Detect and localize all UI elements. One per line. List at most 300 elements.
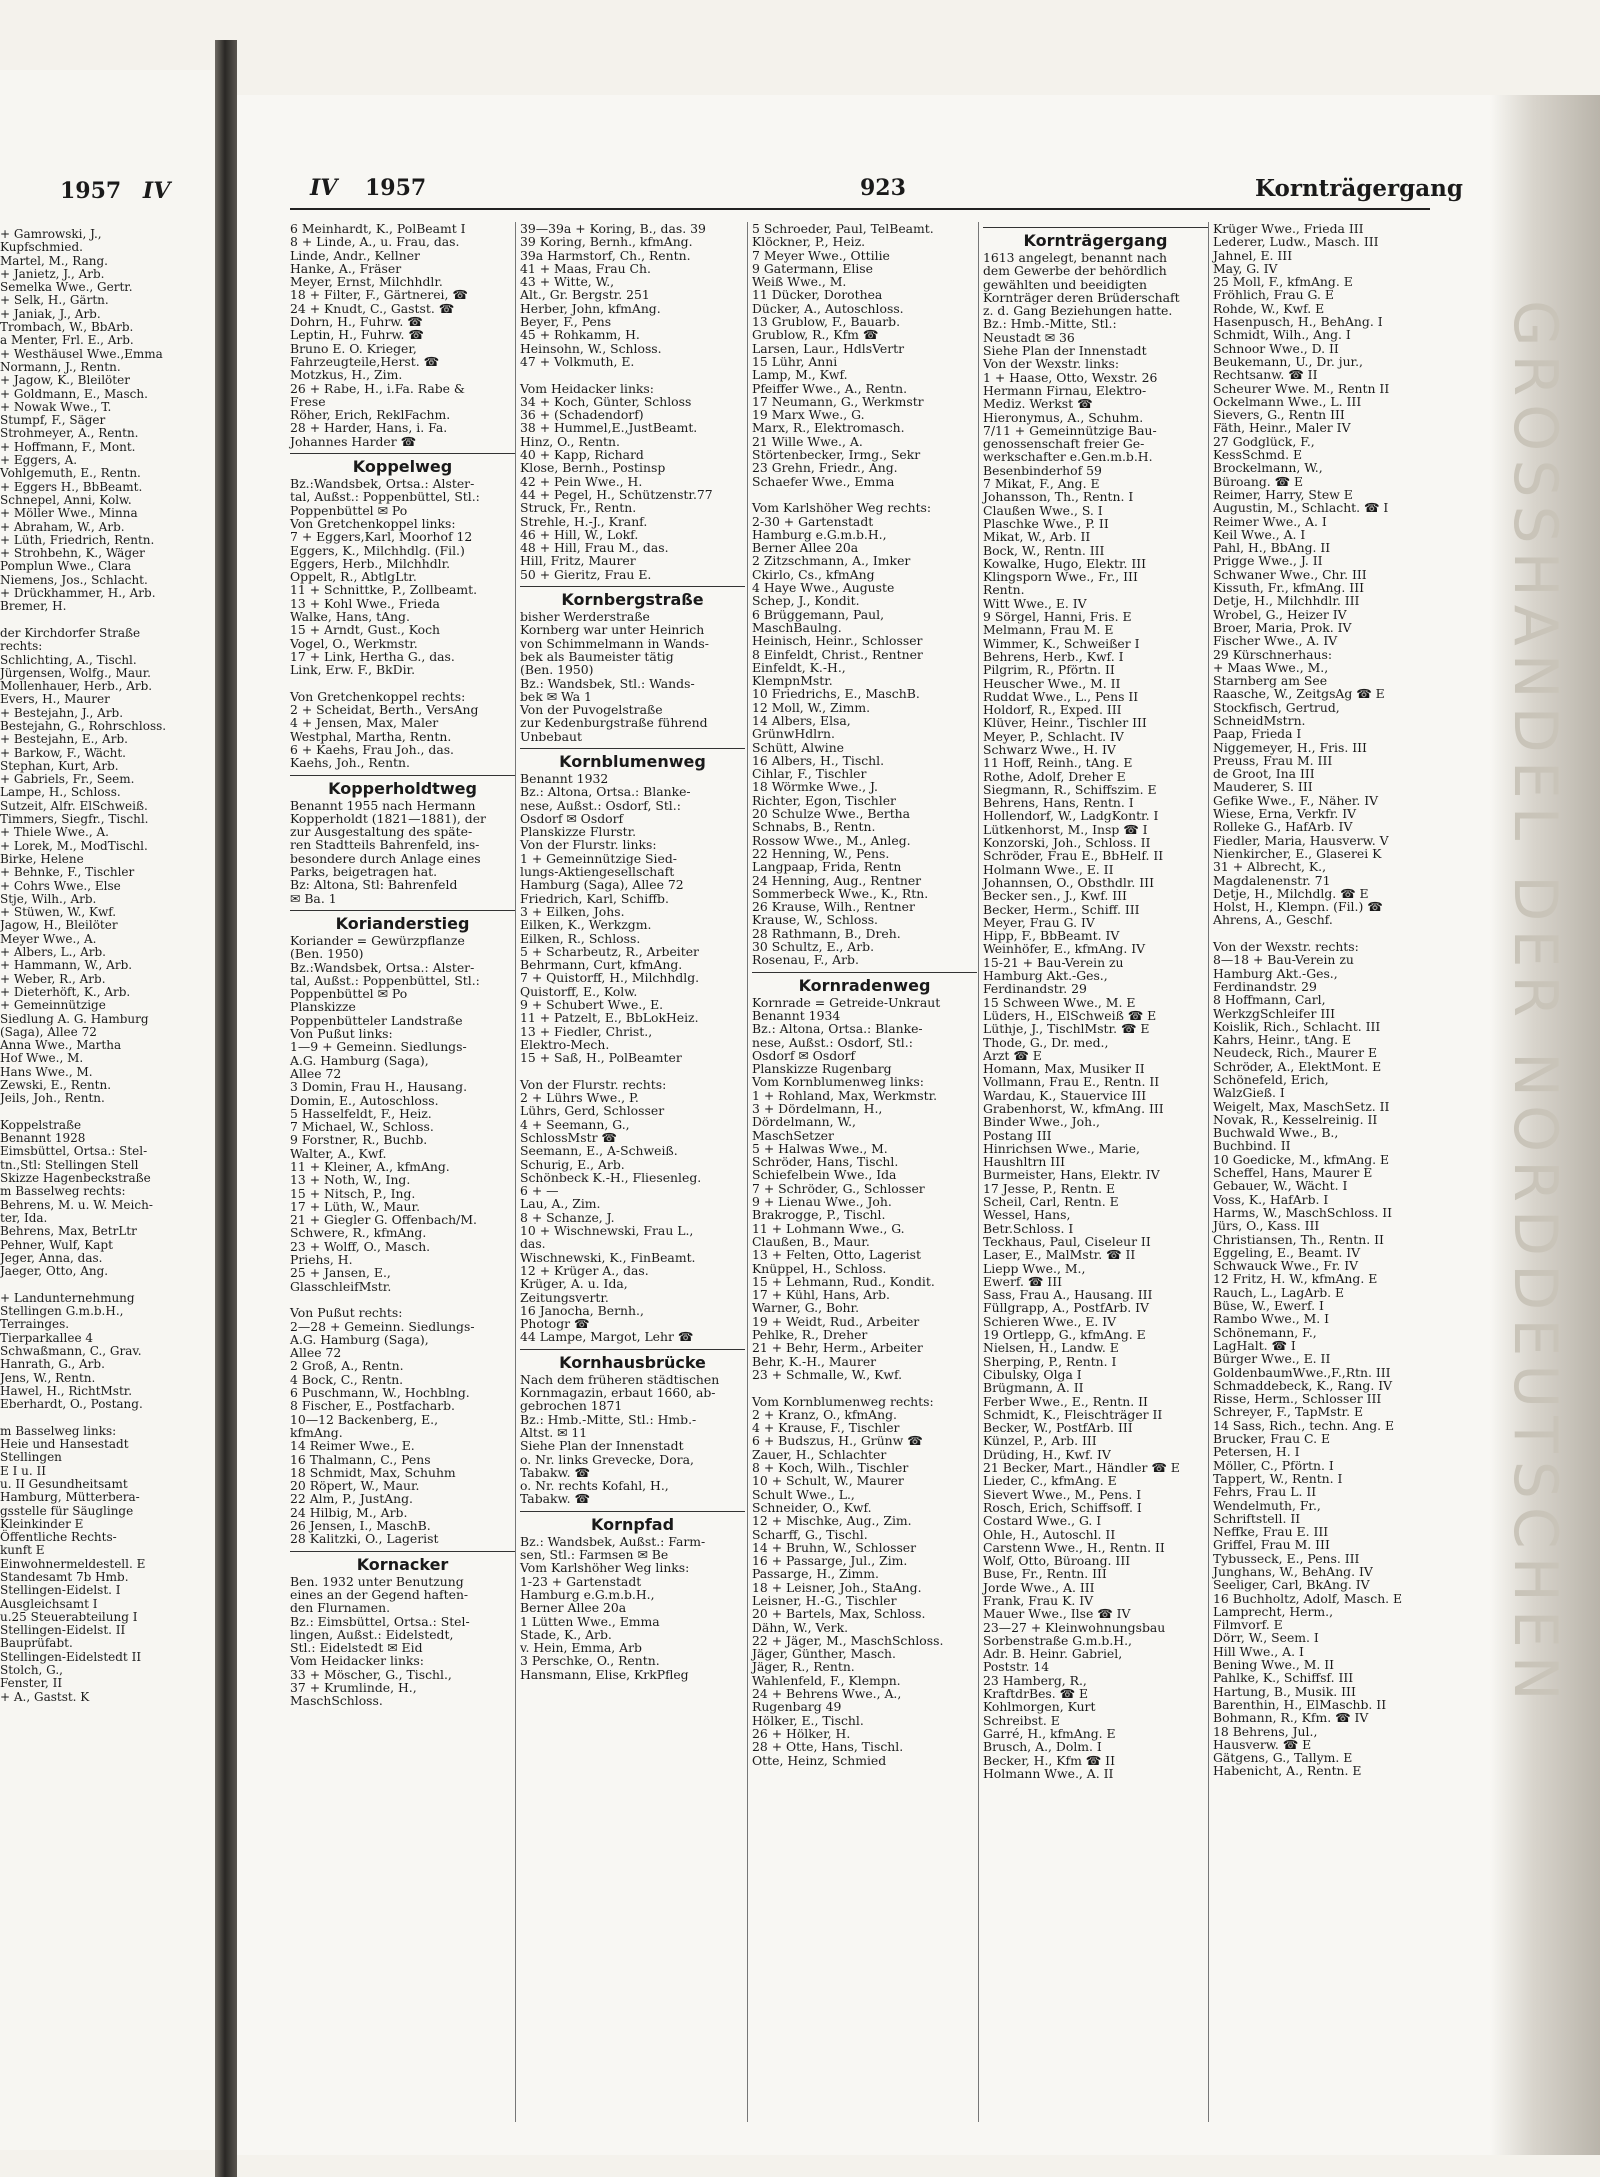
directory-entry: 15-21 + Bau-Verein zu	[983, 954, 1124, 970]
directory-entry: Gebauer, W., Wächt. I	[1213, 1178, 1348, 1194]
directory-entry: Lüders, H., ElSchweiß ☎ E	[983, 1007, 1157, 1023]
directory-entry: Sass, Frau A., Hausang. III	[983, 1287, 1153, 1303]
directory-entry: Schlichting, A., Tischl.	[0, 652, 137, 667]
directory-entry: Hill, Fritz, Maurer	[520, 553, 636, 569]
directory-entry: Lüthje, J., TischlMstr. ☎ E	[983, 1021, 1150, 1037]
directory-entry: Quistorff, E., Kolw.	[520, 983, 638, 999]
directory-entry: Meyer, Frau G. IV	[983, 914, 1095, 930]
directory-entry: Hausverw. ☎ E	[1213, 1736, 1312, 1752]
directory-entry: 16 Janocha, Bernh.,	[520, 1302, 644, 1318]
directory-entry: werkschafter e.Gen.m.b.H.	[983, 449, 1153, 465]
directory-entry: 30 Schultz, E., Arb.	[752, 939, 875, 955]
directory-entry: Oppelt, R., AbtlgLtr.	[290, 569, 417, 585]
directory-entry: 47 + Volkmuth, E.	[520, 353, 635, 369]
directory-entry: Poppenbütteler Landstraße	[290, 1012, 463, 1028]
street-heading: Kornträgergang	[983, 227, 1208, 251]
directory-entry: Von Pußut links:	[290, 1026, 393, 1042]
directory-entry: Büse, W., Ewerf. I	[1213, 1298, 1324, 1314]
directory-entry: Strehle, H.-J., Kranf.	[520, 513, 648, 529]
directory-entry: u. II Gesundheitsamt	[0, 1476, 128, 1491]
directory-entry: Mauer Wwe., Ilse ☎ IV	[983, 1606, 1131, 1622]
directory-entry: Lederer, Ludw., Masch. III	[1213, 234, 1379, 250]
directory-entry: Tybusseck, E., Pens. III	[1213, 1550, 1360, 1566]
directory-entry: Strohmeyer, A., Rentn.	[0, 426, 139, 441]
directory-entry: + Thiele Wwe., A.	[0, 825, 109, 840]
directory-entry: 22 Alm, P., JustAng.	[290, 1491, 413, 1507]
directory-entry: Bz.: Wandsbek, Stl.: Wands-	[520, 675, 695, 691]
directory-entry: Koriander = Gewürzpflanze	[290, 932, 465, 948]
directory-entry: 3 Perschke, O., Rentn.	[520, 1653, 660, 1669]
directory-entry: 6 Meinhardt, K., PolBeamt I	[290, 221, 466, 236]
directory-entry: 11 + Kleiner, A., kfmAng.	[290, 1159, 450, 1174]
directory-entry: 13 Grublow, F., Bauarb.	[752, 314, 901, 330]
directory-entry: 13 + Noth, W., Ing.	[290, 1172, 411, 1188]
directory-entry: 42 + Pein Wwe., H.	[520, 473, 643, 489]
directory-entry: Koppelstraße	[0, 1117, 82, 1132]
directory-entry: 17 + Link, Hertha G., das.	[290, 648, 455, 664]
directory-entry: v. Hein, Emma, Arb	[520, 1640, 642, 1656]
directory-entry: kfmAng.	[290, 1424, 343, 1440]
directory-entry: Holmann Wwe., E. II	[983, 861, 1114, 877]
directory-entry: Grublow, R., Kfm ☎	[752, 327, 879, 343]
directory-entry: + Goldmann, E., Masch.	[0, 386, 148, 401]
directory-entry: 24 + Knudt, C., Gastst. ☎	[290, 300, 455, 316]
directory-entry: Rauch, L., LagArb. E	[1213, 1284, 1345, 1300]
directory-entry: Schröder, Frau E., BbHelf. II	[983, 848, 1164, 864]
directory-entry: Poppenbüttel ✉ Po	[290, 986, 408, 1002]
directory-entry: Klöckner, P., Heiz.	[752, 234, 866, 250]
margin-bleed-through-text: GROSSHANDEL DER NORDDEUTSCHEN	[1500, 300, 1570, 1709]
directory-entry: + Abraham, W., Arb.	[0, 519, 125, 534]
directory-entry: Neffke, Frau E. III	[1213, 1524, 1329, 1540]
directory-entry: Stellingen-Eidelst. I	[0, 1583, 121, 1598]
directory-entry: Sievers, G., Rentn III	[1213, 407, 1345, 423]
directory-entry: Walke, Hans, tAng.	[290, 609, 410, 625]
directory-entry: Hansmann, Elise, KrkPfleg	[520, 1666, 689, 1682]
directory-entry: (Ben. 1950)	[520, 662, 594, 678]
directory-entry: Reimer, Harry, Stew E	[1213, 486, 1353, 502]
directory-entry: Domin, E., Autoschloss.	[290, 1092, 439, 1108]
directory-entry: 9 + Schubert Wwe., E.	[520, 997, 664, 1013]
directory-entry: Binder Wwe., Joh.,	[983, 1114, 1100, 1130]
directory-entry: Planskizze Rugenbarg	[752, 1061, 892, 1077]
directory-entry: Kupfschmied.	[0, 240, 83, 255]
directory-entry: KessSchmd. E	[1213, 447, 1302, 463]
directory-entry: Preuss, Frau M. III	[1213, 752, 1333, 768]
directory-entry: Schurig, E., Arb.	[520, 1156, 625, 1172]
directory-entry: Eggeling, E., Beamt. IV	[1213, 1244, 1361, 1260]
directory-entry: nese, Außst.: Osdorf, Stl.:	[752, 1034, 913, 1050]
directory-entry: Lampe, H., Schloss.	[0, 785, 121, 800]
directory-entry: Fehrs, Frau L. II	[1213, 1484, 1317, 1500]
directory-entry: 4 Haye Wwe., Auguste	[752, 580, 895, 596]
directory-entry: Von Pußut rechts:	[290, 1305, 403, 1321]
directory-entry: Rambo Wwe., M. I	[1213, 1311, 1330, 1327]
directory-entry: 18 + Leisner, Joh., StaAng.	[752, 1579, 922, 1595]
directory-entry: tal, Außst.: Poppenbüttel, Stl.:	[290, 972, 480, 988]
directory-entry: Neustadt ✉ 36	[983, 329, 1075, 345]
directory-entry: Hamburg Akt.-Ges.,	[1213, 965, 1338, 981]
directory-entry: a Menter, Frl. E., Arb.	[0, 333, 134, 348]
directory-entry: Pilgrim, R., Pförtn. II	[983, 662, 1115, 678]
directory-entry: Hamburg, Mütterbera-	[0, 1490, 140, 1505]
directory-entry: 23 Hamberg, R.,	[983, 1672, 1087, 1688]
directory-entry: Link, Erw. F., BkDir.	[290, 662, 416, 678]
directory-entry: GoldenbaumWwe.,F.,Rtn. III	[1213, 1364, 1391, 1380]
directory-entry: 17 + Kühl, Hans, Arb.	[752, 1287, 890, 1303]
directory-entry: Scheffel, Hans, Maurer E	[1213, 1165, 1373, 1181]
directory-entry: Scheurer Wwe. M., Rentn II	[1213, 380, 1390, 396]
directory-entry: 38 + Hummel,E.,JustBeamt.	[520, 420, 698, 436]
directory-entry: Hof Wwe., M.	[0, 1051, 84, 1066]
directory-entry: Sherping, P., Rentn. I	[983, 1353, 1117, 1369]
directory-entry: Schnabs, B., Rentn.	[752, 819, 876, 835]
directory-entry: Eilken, R., Schloss.	[520, 930, 641, 946]
directory-entry: Bening Wwe., M. II	[1213, 1657, 1335, 1673]
directory-entry: 41 + Maas, Frau Ch.	[520, 260, 651, 276]
street-heading: Kornbergstraße	[520, 586, 745, 610]
directory-entry: Dördelmann, W.,	[752, 1114, 856, 1130]
directory-entry: Wrobel, G., Heizer IV	[1213, 606, 1347, 622]
directory-entry: E I u. II	[0, 1463, 46, 1478]
directory-entry: gebrochen 1871	[520, 1398, 623, 1414]
directory-entry: Jeger, Anna, das.	[0, 1250, 103, 1265]
directory-entry: 17 Jesse, P., Rentn. E	[983, 1180, 1116, 1196]
directory-entry: Anna Wwe., Martha	[0, 1038, 122, 1053]
directory-entry: Weigelt, Max, MaschSetz. II	[1213, 1098, 1390, 1114]
directory-entry: ter, Ida.	[0, 1210, 48, 1225]
directory-entry: + Nowak Wwe., T.	[0, 399, 112, 414]
directory-entry: Behrmann, Curt, kfmAng.	[520, 957, 683, 973]
directory-entry: Poststr. 14	[983, 1659, 1050, 1675]
directory-entry: 12 + Krüger A., das.	[520, 1262, 649, 1278]
directory-entry: Buse, Fr., Rentn. III	[983, 1566, 1107, 1582]
directory-entry: Von der Flurstr. links:	[520, 837, 657, 853]
directory-entry: Von der Wexstr. links:	[983, 356, 1120, 372]
directory-entry: Wolf, Otto, Büroang. III	[983, 1553, 1131, 1569]
directory-entry: Christiansen, Th., Rentn. II	[1213, 1231, 1384, 1247]
directory-entry: Krüger, A. u. Ida,	[520, 1276, 628, 1292]
directory-entry: + Strohbehn, K., Wäger	[0, 546, 145, 561]
directory-entry: 13 + Fiedler, Christ.,	[520, 1023, 653, 1039]
directory-entry: + Maas Wwe., M.,	[1213, 659, 1329, 675]
directory-entry: Gefike Wwe., F., Näher. IV	[1213, 792, 1379, 808]
directory-entry: 16 Thalmann, C., Pens	[290, 1451, 431, 1467]
directory-entry: 28 Kalitzki, O., Lagerist	[290, 1531, 439, 1547]
directory-entry: de Groot, Ina III	[1213, 766, 1315, 782]
directory-entry: genossenschaft freier Ge-	[983, 436, 1145, 452]
directory-entry: 7 Michael, W., Schloss.	[290, 1119, 434, 1135]
directory-entry: Becker, H., Kfm ☎ II	[983, 1752, 1115, 1768]
directory-entry: 39a Harmstorf, Ch., Rentn.	[520, 247, 691, 263]
directory-entry: Von der Wexstr. rechts:	[1213, 939, 1359, 955]
directory-entry: Cibulsky, Olga I	[983, 1366, 1082, 1382]
directory-entry: gewählten und beeidigten	[983, 276, 1147, 292]
directory-entry: + Gabriels, Fr., Seem.	[0, 772, 135, 787]
directory-entry: 14 Reimer Wwe., E.	[290, 1438, 415, 1454]
directory-entry: Westphal, Martha, Rentn.	[290, 728, 452, 744]
street-heading: Kornacker	[290, 1551, 515, 1575]
directory-entry: nese, Außst.: Osdorf, Stl.:	[520, 797, 681, 813]
directory-entry: Heinsohn, W., Schloss.	[520, 340, 662, 356]
directory-entry: Barenthin, H., ElMaschb. II	[1213, 1696, 1387, 1712]
directory-entry: Timmers, Siegfr., Tischl.	[0, 812, 149, 827]
directory-entry: Frank, Frau K. IV	[983, 1592, 1094, 1608]
directory-entry: Meyer Wwe., A.	[0, 931, 97, 946]
directory-entry: den Flurnamen.	[290, 1600, 391, 1616]
directory-entry: Lamp, M., Kwf.	[752, 367, 848, 383]
directory-entry: Bremer, H.	[0, 599, 67, 614]
directory-entry: besondere durch Anlage eines	[290, 850, 481, 866]
directory-entry: Beyer, F., Pens	[520, 314, 612, 330]
directory-entry: Leisner, H.-G., Tischler	[752, 1592, 897, 1608]
directory-entry: Prigge Wwe., J. II	[1213, 553, 1323, 569]
directory-entry: Beukemann, U., Dr. jur.,	[1213, 353, 1363, 369]
directory-entry: 2-30 + Gartenstadt	[752, 513, 874, 529]
directory-entry: Harms, W., MaschSchloss. II	[1213, 1204, 1393, 1220]
directory-entry: + Jagow, K., Bleilöter	[0, 373, 130, 388]
left-page-header	[60, 178, 170, 204]
directory-entry: Schult Wwe., L.,	[752, 1486, 855, 1502]
directory-entry: 11 + Schnittke, P., Zollbeamt.	[290, 582, 478, 598]
directory-entry: 22 Henning, W., Pens.	[752, 845, 890, 861]
street-heading: Korianderstieg	[290, 910, 515, 934]
directory-entry: Kornmagazin, erbaut 1660, ab-	[520, 1385, 716, 1401]
directory-entry: SchlossMstr ☎	[520, 1130, 617, 1145]
directory-entry: MaschBaulng.	[752, 619, 842, 635]
directory-entry: Osdorf ✉ Osdorf	[752, 1047, 856, 1063]
directory-entry: Hermann Firnau, Elektro-	[983, 382, 1147, 398]
directory-entry: Schaefer Wwe., Emma	[752, 473, 895, 489]
directory-entry: Pehlke, R., Dreher	[752, 1327, 868, 1343]
directory-entry: Öffentliche Rechts-	[0, 1530, 117, 1545]
directory-column-1	[290, 222, 515, 1708]
directory-entry: Klingsporn Wwe., Fr., III	[983, 569, 1138, 585]
directory-entry: 24 Henning, Aug., Rentner	[752, 872, 922, 888]
directory-entry: Wessel, Hans,	[983, 1207, 1071, 1223]
directory-entry: Laser, E., MalMstr. ☎ II	[983, 1247, 1136, 1263]
directory-entry: Bestejahn, G., Rohrschloss.	[0, 718, 167, 733]
directory-entry: zur Ausgestaltung des späte-	[290, 824, 473, 840]
street-heading: Kornblumenweg	[520, 748, 745, 772]
directory-entry: Pfeiffer Wwe., A., Rentn.	[752, 380, 908, 396]
directory-entry: Otte, Heinz, Schmied	[752, 1752, 887, 1768]
directory-entry: Kornberg war unter Heinrich	[520, 622, 705, 638]
directory-entry: Hamburg e.G.m.b.H.,	[752, 526, 887, 542]
directory-entry: + Eggers, A.	[0, 453, 78, 468]
directory-entry: 6 + —	[520, 1183, 559, 1199]
directory-entry: Martel, M., Rang.	[0, 253, 108, 268]
directory-entry: (Ben. 1950)	[290, 946, 364, 962]
directory-entry: Schwaner Wwe., Chr. III	[1213, 566, 1367, 582]
directory-entry: + Hoffmann, F., Mont.	[0, 439, 136, 454]
directory-entry: Holdorf, R., Exped. III	[983, 702, 1122, 718]
directory-entry: 10—12 Backenberg, E.,	[290, 1411, 439, 1427]
directory-entry: Marx, R., Elektromasch.	[752, 420, 905, 436]
directory-entry	[290, 677, 515, 690]
directory-entry: 17 + Lüth, W., Maur.	[290, 1198, 421, 1214]
directory-entry: Schütt, Alwine	[752, 739, 845, 755]
directory-entry: Brusch, A., Dolm. I	[983, 1739, 1102, 1755]
directory-entry: 23 + Schmalle, W., Kwf.	[752, 1366, 903, 1382]
directory-entry: Homann, Max, Musiker II	[983, 1061, 1145, 1077]
directory-entry: Rechtsanw. ☎ II	[1213, 367, 1318, 383]
directory-entry: 6 Brüggemann, Paul,	[752, 606, 885, 622]
directory-entry: Siehe Plan der Innenstadt	[983, 343, 1147, 359]
directory-entry: Kornträger deren Brüderschaft	[983, 289, 1180, 305]
directory-entry: 12 Fritz, H. W., kfmAng. E	[1213, 1271, 1378, 1287]
directory-entry: 2 + Lührs Wwe., P.	[520, 1090, 639, 1106]
directory-entry: 5 + Scharbeutz, R., Arbeiter	[520, 943, 699, 959]
directory-entry: kunft E	[0, 1543, 45, 1558]
directory-entry: 14 + Bruhn, W., Schlosser	[752, 1539, 917, 1555]
directory-entry: Weinhöfer, E., kfmAng. IV	[983, 941, 1146, 957]
directory-entry: Jürs, O., Kass. III	[1213, 1218, 1320, 1234]
directory-entry: 8 + Schanze, J.	[520, 1209, 615, 1225]
directory-entry: Jäger, Günther, Masch.	[752, 1646, 896, 1662]
directory-entry: Grabenhorst, W., kfmAng. III	[983, 1101, 1164, 1116]
directory-entry: Seeliger, Carl, BkAng. IV	[1213, 1577, 1370, 1593]
directory-entry: Ohle, H., Autoschl. II	[983, 1526, 1116, 1542]
directory-entry: 3 + Eilken, Johs.	[520, 903, 625, 919]
directory-entry: 39—39a + Koring, B., das. 39	[520, 221, 706, 236]
directory-entry: 15 Lühr, Anni	[752, 353, 838, 369]
directory-entry: + Lüth, Friedrich, Rentn.	[0, 532, 155, 547]
directory-entry: 1-23 + Gartenstadt	[520, 1573, 642, 1589]
directory-entry: Sommerbeck Wwe., K., Rtn.	[752, 885, 929, 901]
directory-entry: Rosch, Erich, Schiffsoff. I	[983, 1499, 1142, 1515]
directory-entry: 28 + Otte, Hans, Tischl.	[752, 1739, 904, 1755]
directory-column-4	[983, 222, 1208, 1780]
column-divider	[978, 222, 979, 2122]
directory-entry: Wahlenfeld, F., Klempn.	[752, 1672, 901, 1688]
directory-column-5	[1213, 222, 1435, 1778]
directory-entry: Von Gretchenkoppel links:	[290, 515, 456, 531]
directory-entry: 45 + Rohkamm, H.	[520, 327, 640, 343]
directory-entry: Fischer Wwe., A. IV	[1213, 633, 1338, 649]
directory-entry: Witt Wwe., E. IV	[983, 595, 1087, 611]
directory-entry: Stade, K., Arb.	[520, 1626, 612, 1642]
directory-entry: Niemens, Jos., Schlacht.	[0, 572, 148, 587]
directory-entry: + Albers, L., Arb.	[0, 945, 106, 960]
directory-entry: Ferdinandstr. 29	[983, 981, 1087, 997]
directory-entry: Teckhaus, Paul, Ciseleur II	[983, 1233, 1151, 1249]
directory-entry: zur Kedenburgstraße führend	[520, 715, 708, 731]
directory-entry: Vohlgemuth, E., Rentn.	[0, 466, 141, 481]
directory-entry: Ausgleichsamt I	[0, 1596, 98, 1611]
directory-entry: Herber, John, kfmAng.	[520, 300, 661, 316]
directory-entry: Schwaßmann, C., Grav.	[0, 1343, 142, 1358]
street-heading: Koppelweg	[290, 453, 515, 477]
directory-entry: Ferdinandstr. 29	[1213, 978, 1317, 994]
directory-entry: 23 Grehn, Friedr., Ang.	[752, 460, 898, 476]
directory-entry: 8—18 + Bau-Verein zu	[1213, 952, 1354, 968]
column-divider	[747, 222, 748, 2122]
directory-entry: Nach dem früheren städtischen	[520, 1371, 720, 1387]
directory-entry: Frese	[290, 393, 326, 409]
directory-entry: Tabakw. ☎	[520, 1464, 590, 1480]
directory-entry: 2 Groß, A., Rentn.	[290, 1358, 404, 1374]
directory-entry: Holmann Wwe., A. II	[983, 1765, 1114, 1781]
directory-entry: Costard Wwe., G. I	[983, 1513, 1102, 1529]
directory-entry: Normann, J., Rentn.	[0, 359, 121, 374]
directory-entry: 43 + Witte, W.,	[520, 274, 615, 290]
directory-entry: Detje, H., Milchhdlr. III	[1213, 593, 1360, 609]
directory-entry: Dücker, A., Autoschloss.	[752, 300, 904, 316]
directory-entry: 22 + Jäger, M., MaschSchloss.	[752, 1632, 944, 1648]
directory-entry: 10 + Schult, W., Maurer	[752, 1473, 904, 1489]
directory-entry: Koislik, Rich., Schlacht. III	[1213, 1018, 1381, 1034]
directory-entry: Behrens, Herb., Kwf. I	[983, 648, 1124, 664]
directory-entry: Eberhardt, O., Postang.	[0, 1397, 143, 1412]
directory-entry: 46 + Hill, W., Lokf.	[520, 526, 639, 542]
directory-entry: Adr. B. Heinr. Gabriel,	[983, 1646, 1123, 1662]
directory-entry: Bz.: Hmb.-Mitte, Stl.: Hmb.-	[520, 1411, 697, 1427]
directory-entry: 2 + Scheidat, Berth., VersAng	[290, 702, 479, 718]
directory-entry	[752, 488, 977, 501]
directory-entry: Einfeldt, K.-H.,	[752, 659, 846, 675]
directory-entry: Stellingen-Eidelst. II	[0, 1623, 126, 1638]
directory-entry: + Stüwen, W., Kwf.	[0, 905, 117, 920]
directory-entry: A.G. Hamburg (Saga),	[290, 1052, 429, 1068]
directory-entry: Becker sen., J., Kwf. III	[983, 888, 1127, 904]
directory-entry: von Schimmelmann in Wands-	[520, 635, 709, 651]
directory-entry: Stellingen	[0, 1450, 62, 1465]
street-heading: Kornhausbrücke	[520, 1349, 745, 1373]
directory-entry: 36 + (Schadendorf)	[520, 407, 644, 423]
directory-entry: + Cohrs Wwe., Else	[0, 878, 121, 893]
directory-entry: sen, Stl.: Farmsen ✉ Be	[520, 1547, 669, 1563]
directory-entry: Zeitungsvertr.	[520, 1289, 609, 1305]
directory-entry: Zewski, E., Rentn.	[0, 1078, 112, 1092]
directory-entry: Meyer, P., Schlacht. IV	[983, 728, 1124, 744]
directory-entry: 15 + Arndt, Gust., Koch	[290, 622, 441, 638]
directory-entry: + Selk, H., Gärtn.	[0, 293, 109, 308]
directory-entry: Fiedler, Maria, Hausverw. V	[1213, 832, 1389, 848]
directory-entry: Schönefeld, Erich,	[1213, 1072, 1329, 1087]
directory-entry: 11 Hoff, Reinh., tAng. E	[983, 755, 1133, 771]
directory-entry: bisher Werderstraße	[520, 609, 650, 625]
directory-entry: Eilken, K., Werkzgm.	[520, 917, 652, 933]
directory-entry: Jäger, R., Rentn.	[752, 1659, 855, 1675]
directory-entry: Hölker, E., Tischl.	[752, 1712, 864, 1728]
directory-entry: Schröder, A., ElektMont. E	[1213, 1058, 1382, 1074]
directory-entry: Schwarz Wwe., H. IV	[983, 741, 1116, 757]
directory-entry: Hinz, O., Rentn.	[520, 433, 620, 449]
directory-entry: 21 + Behr, Herm., Arbeiter	[752, 1340, 923, 1356]
directory-entry: 9 Gatermann, Elise	[752, 260, 873, 276]
directory-entry: Schneider, O., Kwf.	[752, 1499, 872, 1515]
directory-entry: Rugenbarg 49	[752, 1699, 842, 1715]
directory-entry: Gätgens, G., Tallym. E	[1213, 1750, 1353, 1766]
directory-entry: 7 Mikat, F., Ang. E	[983, 476, 1100, 492]
directory-entry: 8 Hoffmann, Carl,	[1213, 992, 1326, 1008]
directory-entry: Broer, Maria, Prok. IV	[1213, 619, 1352, 635]
directory-entry: Stellingen G.m.b.H.,	[0, 1304, 124, 1319]
directory-entry: 10 + Wischnewski, Frau L.,	[520, 1223, 694, 1239]
directory-entry: Lau, A., Zim.	[520, 1196, 601, 1212]
directory-entry: Rohde, W., Kwf. E	[1213, 300, 1325, 316]
directory-entry	[520, 368, 745, 381]
directory-entry	[0, 1106, 200, 1119]
directory-entry: Johansson, Th., Rentn. I	[983, 489, 1134, 505]
directory-entry: Plaschke Wwe., P. II	[983, 515, 1109, 531]
street-heading: Kornradenweg	[752, 972, 977, 996]
directory-entry	[520, 1065, 745, 1078]
directory-entry: 11 + Lohmann Wwe., G.	[752, 1220, 905, 1236]
directory-entry: Rolleke G., HafArb. IV	[1213, 819, 1353, 835]
directory-entry: Ockelmann Wwe., L. III	[1213, 393, 1362, 409]
